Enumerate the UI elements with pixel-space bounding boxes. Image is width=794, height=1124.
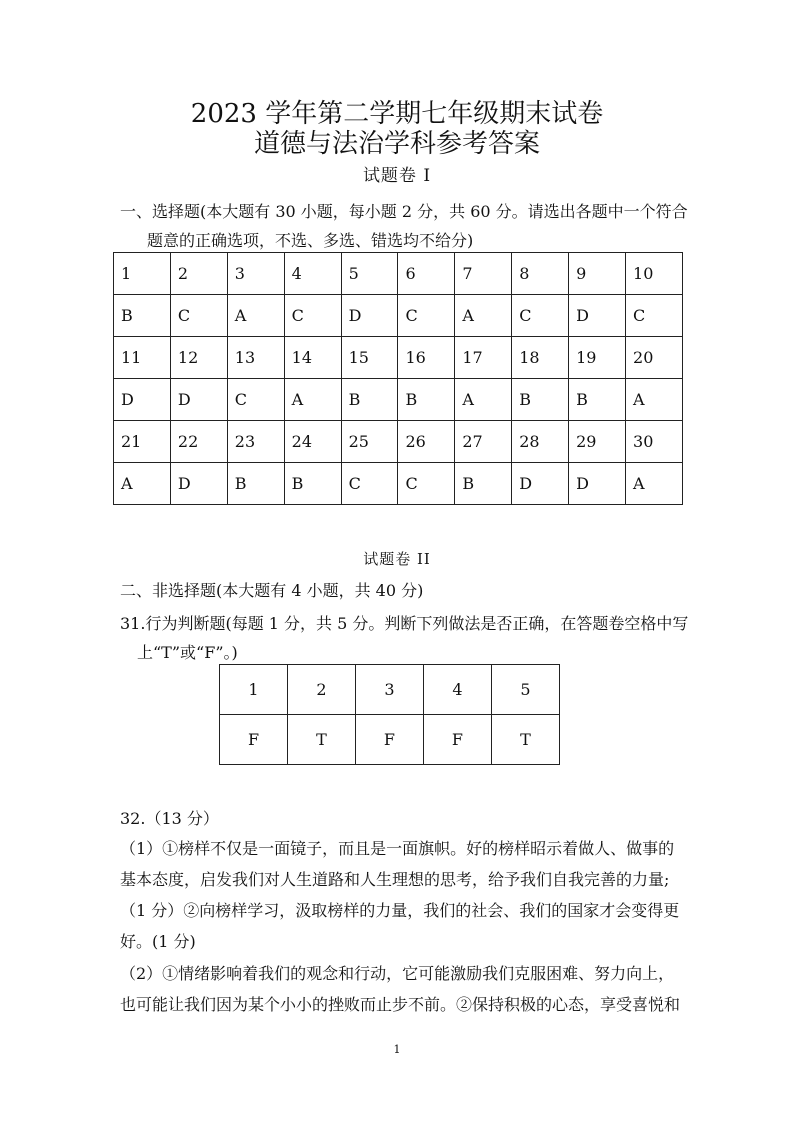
table-cell: F <box>355 715 423 765</box>
table-cell: 25 <box>341 421 398 463</box>
table-cell: 30 <box>626 421 683 463</box>
table-cell: 5 <box>341 253 398 295</box>
table-cell: 11 <box>114 337 171 379</box>
table-cell: 19 <box>569 337 626 379</box>
section1-title: 一、选择题(本大题有 30 小题，每小题 2 分，共 60 分。请选出各题中一个符合 <box>120 202 688 221</box>
table-cell: T <box>288 715 356 765</box>
table-cell: 2 <box>288 665 356 715</box>
table-cell: 5 <box>491 665 559 715</box>
table-cell: A <box>114 463 171 505</box>
judgment-answer-table <box>219 664 560 765</box>
table-cell: D <box>170 379 227 421</box>
table-cell: 16 <box>398 337 455 379</box>
q31-instruction: 31.行为判断题(每题 1 分，共 5 分。判断下列做法是否正确，在答题卷空格中写 <box>120 614 689 633</box>
table-cell: 18 <box>512 337 569 379</box>
paper2-heading: 试题卷 II <box>363 550 431 568</box>
table-cell: D <box>114 379 171 421</box>
table-cell: D <box>512 463 569 505</box>
table-cell: 23 <box>227 421 284 463</box>
table-cell: D <box>341 295 398 337</box>
table-cell: B <box>227 463 284 505</box>
q32-line: 也可能让我们因为某个小小的挫败而止步不前。②保持积极的心态，享受喜悦和 <box>120 995 681 1014</box>
table-cell: A <box>227 295 284 337</box>
page-number: 1 <box>393 1043 401 1056</box>
table-cell: 28 <box>512 421 569 463</box>
table-cell: C <box>227 379 284 421</box>
document-subtitle: 道德与法治学科参考答案 <box>253 129 540 159</box>
document-title: 2023 学年第二学期七年级期末试卷 <box>190 99 604 129</box>
section2-title: 二、非选择题(本大题有 4 小题，共 40 分) <box>120 581 424 600</box>
table-cell: B <box>341 379 398 421</box>
q32-line: （2）①情绪影响着我们的观念和行动，它可能激励我们克服困难、努力向上， <box>120 964 675 983</box>
q32-line: 好。(1 分) <box>120 932 196 951</box>
table-cell: 20 <box>626 337 683 379</box>
table-cell: A <box>626 463 683 505</box>
table-cell: B <box>569 379 626 421</box>
table-cell: A <box>455 295 512 337</box>
table-cell: 6 <box>398 253 455 295</box>
table-cell: B <box>512 379 569 421</box>
table-cell: F <box>423 715 491 765</box>
table-row <box>220 665 560 715</box>
table-cell: A <box>626 379 683 421</box>
choice-answer-table <box>113 252 683 505</box>
table-cell: 13 <box>227 337 284 379</box>
table-row <box>220 715 560 765</box>
table-cell: 17 <box>455 337 512 379</box>
table-cell: B <box>284 463 341 505</box>
table-cell: C <box>284 295 341 337</box>
table-cell: 27 <box>455 421 512 463</box>
table-cell: 9 <box>569 253 626 295</box>
table-cell: B <box>114 295 171 337</box>
table-cell: C <box>512 295 569 337</box>
table-cell: 29 <box>569 421 626 463</box>
table-cell: B <box>398 379 455 421</box>
table-cell: 10 <box>626 253 683 295</box>
table-cell: 12 <box>170 337 227 379</box>
table-cell: D <box>569 463 626 505</box>
table-cell: D <box>170 463 227 505</box>
table-row <box>114 463 683 505</box>
table-cell: 7 <box>455 253 512 295</box>
table-cell: 4 <box>284 253 341 295</box>
table-cell: 14 <box>284 337 341 379</box>
table-cell: 4 <box>423 665 491 715</box>
table-cell: C <box>170 295 227 337</box>
q32-line: （1 分）②向榜样学习，汲取榜样的力量，我们的社会、我们的国家才会变得更 <box>120 901 680 920</box>
table-cell: 2 <box>170 253 227 295</box>
table-cell: C <box>398 463 455 505</box>
table-cell: C <box>398 295 455 337</box>
table-row <box>114 379 683 421</box>
table-cell: T <box>491 715 559 765</box>
table-row <box>114 337 683 379</box>
table-row <box>114 421 683 463</box>
q31-instruction-cont: 上“T”或“F”。) <box>137 643 238 662</box>
table-cell: 21 <box>114 421 171 463</box>
table-cell: 15 <box>341 337 398 379</box>
section1-title-cont: 题意的正确选项，不选、多选、错选均不给分) <box>147 231 474 250</box>
table-cell: 24 <box>284 421 341 463</box>
q32-line: 基本态度，启发我们对人生道路和人生理想的思考，给予我们自我完善的力量; <box>120 870 670 889</box>
table-cell: 1 <box>220 665 288 715</box>
paper1-heading: 试题卷 I <box>362 166 432 186</box>
table-cell: 26 <box>398 421 455 463</box>
q32-title: 32.（13 分） <box>120 809 219 828</box>
table-row <box>114 253 683 295</box>
q32-line: （1）①榜样不仅是一面镜子，而且是一面旗帜。好的榜样昭示着做人、做事的 <box>120 839 675 858</box>
table-cell: C <box>341 463 398 505</box>
table-cell: 8 <box>512 253 569 295</box>
table-cell: D <box>569 295 626 337</box>
table-cell: 22 <box>170 421 227 463</box>
table-cell: F <box>220 715 288 765</box>
table-cell: 1 <box>114 253 171 295</box>
table-cell: 3 <box>227 253 284 295</box>
table-cell: C <box>626 295 683 337</box>
table-cell: 3 <box>355 665 423 715</box>
table-cell: A <box>284 379 341 421</box>
table-row <box>114 295 683 337</box>
table-cell: B <box>455 463 512 505</box>
table-cell: A <box>455 379 512 421</box>
